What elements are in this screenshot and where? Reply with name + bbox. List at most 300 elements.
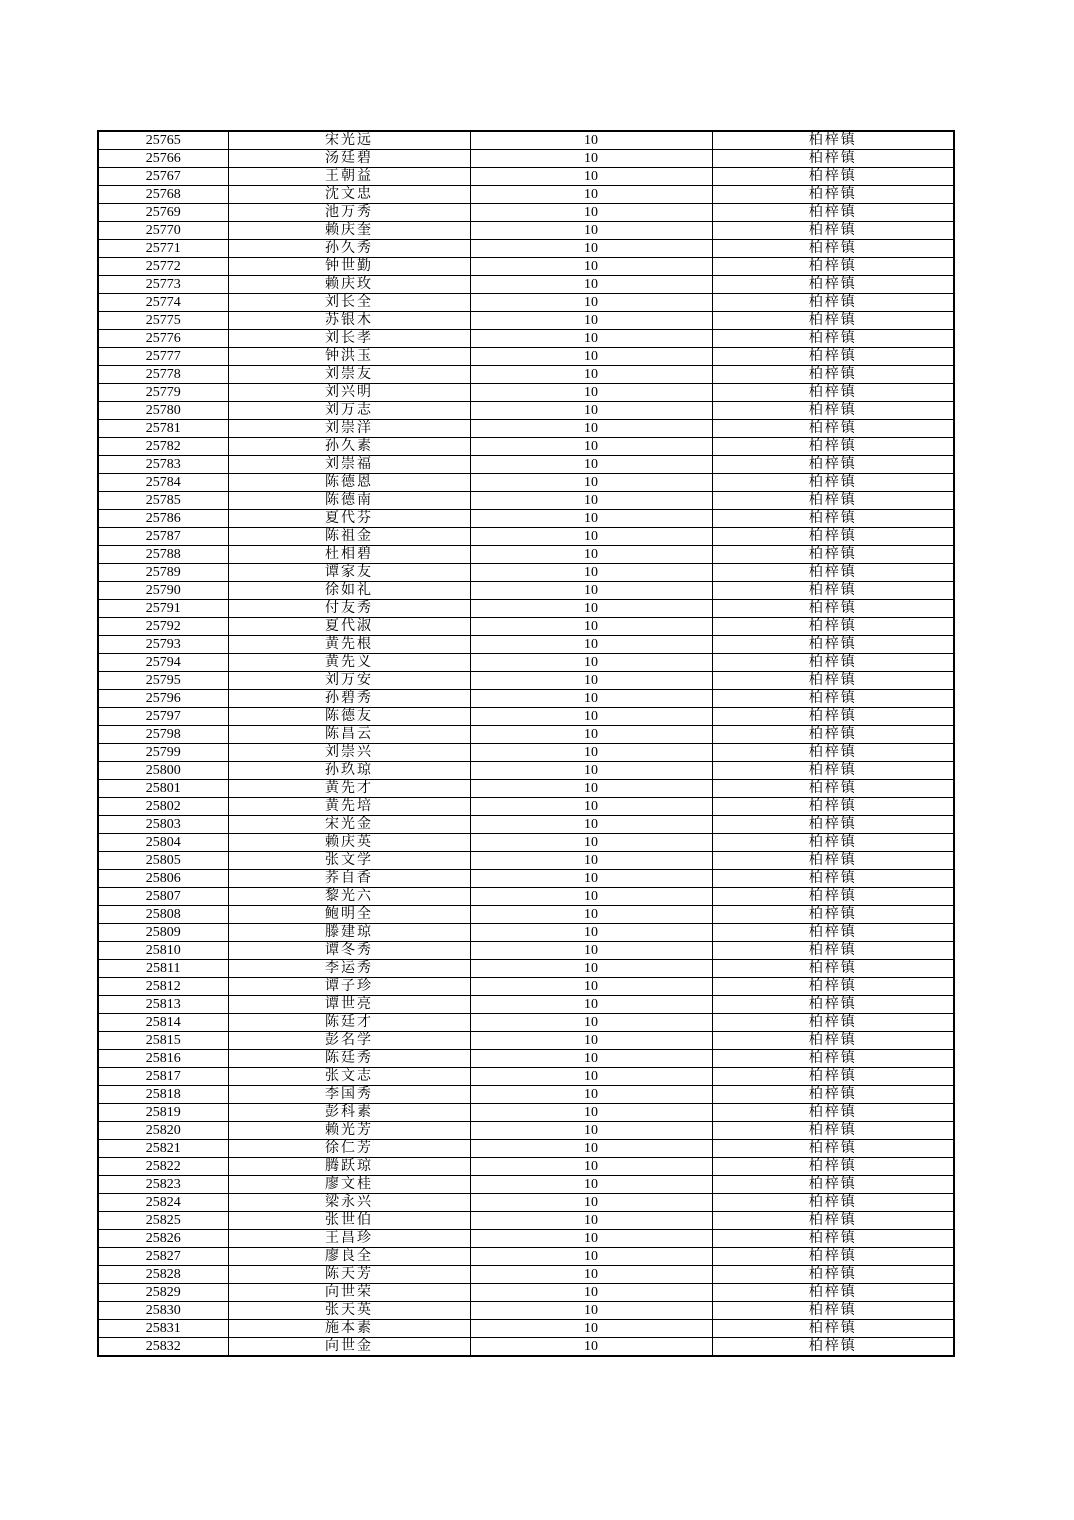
amount-cell: 10 bbox=[470, 276, 712, 294]
amount-cell: 10 bbox=[470, 1122, 712, 1140]
record-number-cell: 25789 bbox=[98, 564, 228, 582]
amount-cell: 10 bbox=[470, 510, 712, 528]
record-number-cell: 25811 bbox=[98, 960, 228, 978]
town-cell: 柏梓镇 bbox=[712, 258, 954, 276]
amount-cell: 10 bbox=[470, 1320, 712, 1338]
amount-cell: 10 bbox=[470, 1104, 712, 1122]
town-cell: 柏梓镇 bbox=[712, 1140, 954, 1158]
town-cell: 柏梓镇 bbox=[712, 1104, 954, 1122]
table-row bbox=[98, 1104, 954, 1122]
amount-cell: 10 bbox=[470, 294, 712, 312]
amount-cell: 10 bbox=[470, 744, 712, 762]
amount-cell: 10 bbox=[470, 582, 712, 600]
amount-cell: 10 bbox=[470, 1248, 712, 1266]
amount-cell: 10 bbox=[470, 870, 712, 888]
record-number-cell: 25807 bbox=[98, 888, 228, 906]
table-row bbox=[98, 600, 954, 618]
table-row bbox=[98, 1194, 954, 1212]
table-row bbox=[98, 528, 954, 546]
table-row bbox=[98, 870, 954, 888]
person-name-cell: 彭名学 bbox=[228, 1032, 470, 1050]
person-name-cell: 王昌珍 bbox=[228, 1230, 470, 1248]
town-cell: 柏梓镇 bbox=[712, 131, 954, 150]
table-row bbox=[98, 204, 954, 222]
record-number-cell: 25793 bbox=[98, 636, 228, 654]
record-number-cell: 25800 bbox=[98, 762, 228, 780]
person-name-cell: 刘崇洋 bbox=[228, 420, 470, 438]
table-row bbox=[98, 492, 954, 510]
table-row bbox=[98, 672, 954, 690]
amount-cell: 10 bbox=[470, 131, 712, 150]
table-row bbox=[98, 726, 954, 744]
amount-cell: 10 bbox=[470, 672, 712, 690]
record-number-cell: 25792 bbox=[98, 618, 228, 636]
table-row bbox=[98, 348, 954, 366]
record-number-cell: 25772 bbox=[98, 258, 228, 276]
table-row bbox=[98, 924, 954, 942]
record-number-cell: 25816 bbox=[98, 1050, 228, 1068]
record-number-cell: 25798 bbox=[98, 726, 228, 744]
town-cell: 柏梓镇 bbox=[712, 186, 954, 204]
amount-cell: 10 bbox=[470, 474, 712, 492]
record-number-cell: 25815 bbox=[98, 1032, 228, 1050]
person-name-cell: 徐如礼 bbox=[228, 582, 470, 600]
record-number-cell: 25802 bbox=[98, 798, 228, 816]
town-cell: 柏梓镇 bbox=[712, 1014, 954, 1032]
record-number-cell: 25782 bbox=[98, 438, 228, 456]
amount-cell: 10 bbox=[470, 564, 712, 582]
person-name-cell: 宋光金 bbox=[228, 816, 470, 834]
person-name-cell: 夏代芬 bbox=[228, 510, 470, 528]
town-cell: 柏梓镇 bbox=[712, 762, 954, 780]
person-name-cell: 张世伯 bbox=[228, 1212, 470, 1230]
person-name-cell: 孙久秀 bbox=[228, 240, 470, 258]
person-name-cell: 钟洪玉 bbox=[228, 348, 470, 366]
record-number-cell: 25781 bbox=[98, 420, 228, 438]
record-number-cell: 25830 bbox=[98, 1302, 228, 1320]
town-cell: 柏梓镇 bbox=[712, 924, 954, 942]
person-name-cell: 谭家友 bbox=[228, 564, 470, 582]
record-number-cell: 25813 bbox=[98, 996, 228, 1014]
person-name-cell: 孙碧秀 bbox=[228, 690, 470, 708]
amount-cell: 10 bbox=[470, 330, 712, 348]
table-row bbox=[98, 1122, 954, 1140]
town-cell: 柏梓镇 bbox=[712, 1212, 954, 1230]
table-row bbox=[98, 816, 954, 834]
town-cell: 柏梓镇 bbox=[712, 348, 954, 366]
amount-cell: 10 bbox=[470, 1086, 712, 1104]
person-name-cell: 张天英 bbox=[228, 1302, 470, 1320]
record-number-cell: 25831 bbox=[98, 1320, 228, 1338]
amount-cell: 10 bbox=[470, 654, 712, 672]
record-number-cell: 25806 bbox=[98, 870, 228, 888]
record-number-cell: 25803 bbox=[98, 816, 228, 834]
record-number-cell: 25818 bbox=[98, 1086, 228, 1104]
record-number-cell: 25771 bbox=[98, 240, 228, 258]
amount-cell: 10 bbox=[470, 258, 712, 276]
record-number-cell: 25765 bbox=[98, 131, 228, 150]
person-name-cell: 李国秀 bbox=[228, 1086, 470, 1104]
amount-cell: 10 bbox=[470, 312, 712, 330]
table-row bbox=[98, 1248, 954, 1266]
amount-cell: 10 bbox=[470, 600, 712, 618]
table-row bbox=[98, 456, 954, 474]
person-name-cell: 黄先培 bbox=[228, 798, 470, 816]
table-row bbox=[98, 186, 954, 204]
town-cell: 柏梓镇 bbox=[712, 204, 954, 222]
table-row bbox=[98, 564, 954, 582]
record-number-cell: 25821 bbox=[98, 1140, 228, 1158]
person-name-cell: 鲍明全 bbox=[228, 906, 470, 924]
town-cell: 柏梓镇 bbox=[712, 312, 954, 330]
amount-cell: 10 bbox=[470, 816, 712, 834]
amount-cell: 10 bbox=[470, 456, 712, 474]
amount-cell: 10 bbox=[470, 1014, 712, 1032]
record-number-cell: 25795 bbox=[98, 672, 228, 690]
amount-cell: 10 bbox=[470, 924, 712, 942]
table-row bbox=[98, 636, 954, 654]
table-row bbox=[98, 1212, 954, 1230]
town-cell: 柏梓镇 bbox=[712, 834, 954, 852]
amount-cell: 10 bbox=[470, 618, 712, 636]
amount-cell: 10 bbox=[470, 1266, 712, 1284]
amount-cell: 10 bbox=[470, 906, 712, 924]
amount-cell: 10 bbox=[470, 888, 712, 906]
table-row bbox=[98, 978, 954, 996]
person-name-cell: 向世金 bbox=[228, 1338, 470, 1357]
person-name-cell: 赖庆玫 bbox=[228, 276, 470, 294]
amount-cell: 10 bbox=[470, 240, 712, 258]
table-row bbox=[98, 366, 954, 384]
record-number-cell: 25791 bbox=[98, 600, 228, 618]
amount-cell: 10 bbox=[470, 384, 712, 402]
amount-cell: 10 bbox=[470, 1050, 712, 1068]
town-cell: 柏梓镇 bbox=[712, 1176, 954, 1194]
amount-cell: 10 bbox=[470, 1032, 712, 1050]
town-cell: 柏梓镇 bbox=[712, 492, 954, 510]
person-name-cell: 孙久素 bbox=[228, 438, 470, 456]
amount-cell: 10 bbox=[470, 1194, 712, 1212]
record-number-cell: 25808 bbox=[98, 906, 228, 924]
amount-cell: 10 bbox=[470, 798, 712, 816]
table-row bbox=[98, 294, 954, 312]
person-name-cell: 刘崇友 bbox=[228, 366, 470, 384]
person-name-cell: 陈廷秀 bbox=[228, 1050, 470, 1068]
town-cell: 柏梓镇 bbox=[712, 384, 954, 402]
data-table bbox=[97, 130, 955, 1357]
table-row bbox=[98, 1302, 954, 1320]
town-cell: 柏梓镇 bbox=[712, 402, 954, 420]
table-row bbox=[98, 906, 954, 924]
record-number-cell: 25829 bbox=[98, 1284, 228, 1302]
table-row bbox=[98, 330, 954, 348]
person-name-cell: 彭科素 bbox=[228, 1104, 470, 1122]
record-number-cell: 25796 bbox=[98, 690, 228, 708]
record-number-cell: 25797 bbox=[98, 708, 228, 726]
record-number-cell: 25810 bbox=[98, 942, 228, 960]
town-cell: 柏梓镇 bbox=[712, 546, 954, 564]
record-number-cell: 25799 bbox=[98, 744, 228, 762]
record-number-cell: 25785 bbox=[98, 492, 228, 510]
person-name-cell: 滕建琼 bbox=[228, 924, 470, 942]
town-cell: 柏梓镇 bbox=[712, 582, 954, 600]
amount-cell: 10 bbox=[470, 1176, 712, 1194]
amount-cell: 10 bbox=[470, 438, 712, 456]
person-name-cell: 黄先根 bbox=[228, 636, 470, 654]
person-name-cell: 廖良全 bbox=[228, 1248, 470, 1266]
person-name-cell: 汤廷碧 bbox=[228, 150, 470, 168]
town-cell: 柏梓镇 bbox=[712, 456, 954, 474]
table-row bbox=[98, 834, 954, 852]
amount-cell: 10 bbox=[470, 690, 712, 708]
town-cell: 柏梓镇 bbox=[712, 960, 954, 978]
record-number-cell: 25804 bbox=[98, 834, 228, 852]
town-cell: 柏梓镇 bbox=[712, 150, 954, 168]
amount-cell: 10 bbox=[470, 186, 712, 204]
table-row bbox=[98, 744, 954, 762]
table-row bbox=[98, 708, 954, 726]
town-cell: 柏梓镇 bbox=[712, 1320, 954, 1338]
record-number-cell: 25784 bbox=[98, 474, 228, 492]
amount-cell: 10 bbox=[470, 636, 712, 654]
town-cell: 柏梓镇 bbox=[712, 726, 954, 744]
amount-cell: 10 bbox=[470, 1068, 712, 1086]
amount-cell: 10 bbox=[470, 1338, 712, 1357]
table-row bbox=[98, 510, 954, 528]
record-number-cell: 25819 bbox=[98, 1104, 228, 1122]
person-name-cell: 付友秀 bbox=[228, 600, 470, 618]
person-name-cell: 陈廷才 bbox=[228, 1014, 470, 1032]
town-cell: 柏梓镇 bbox=[712, 672, 954, 690]
table-row bbox=[98, 1176, 954, 1194]
record-number-cell: 25832 bbox=[98, 1338, 228, 1357]
table-row bbox=[98, 888, 954, 906]
town-cell: 柏梓镇 bbox=[712, 1230, 954, 1248]
table-row bbox=[98, 1266, 954, 1284]
person-name-cell: 宋光远 bbox=[228, 131, 470, 150]
town-cell: 柏梓镇 bbox=[712, 564, 954, 582]
town-cell: 柏梓镇 bbox=[712, 1284, 954, 1302]
table-row bbox=[98, 312, 954, 330]
table-row bbox=[98, 438, 954, 456]
town-cell: 柏梓镇 bbox=[712, 744, 954, 762]
table-row bbox=[98, 402, 954, 420]
record-number-cell: 25779 bbox=[98, 384, 228, 402]
record-number-cell: 25820 bbox=[98, 1122, 228, 1140]
town-cell: 柏梓镇 bbox=[712, 690, 954, 708]
person-name-cell: 陈德友 bbox=[228, 708, 470, 726]
record-number-cell: 25776 bbox=[98, 330, 228, 348]
person-name-cell: 陈天芳 bbox=[228, 1266, 470, 1284]
town-cell: 柏梓镇 bbox=[712, 420, 954, 438]
record-number-cell: 25766 bbox=[98, 150, 228, 168]
town-cell: 柏梓镇 bbox=[712, 366, 954, 384]
table-row bbox=[98, 420, 954, 438]
amount-cell: 10 bbox=[470, 834, 712, 852]
table-row bbox=[98, 222, 954, 240]
table-row bbox=[98, 1014, 954, 1032]
town-cell: 柏梓镇 bbox=[712, 474, 954, 492]
person-name-cell: 谭世亮 bbox=[228, 996, 470, 1014]
record-number-cell: 25768 bbox=[98, 186, 228, 204]
person-name-cell: 池万秀 bbox=[228, 204, 470, 222]
table-row bbox=[98, 1320, 954, 1338]
town-cell: 柏梓镇 bbox=[712, 1158, 954, 1176]
amount-cell: 10 bbox=[470, 996, 712, 1014]
table-row bbox=[98, 1230, 954, 1248]
town-cell: 柏梓镇 bbox=[712, 1266, 954, 1284]
town-cell: 柏梓镇 bbox=[712, 1050, 954, 1068]
person-name-cell: 夏代淑 bbox=[228, 618, 470, 636]
town-cell: 柏梓镇 bbox=[712, 168, 954, 186]
record-number-cell: 25773 bbox=[98, 276, 228, 294]
table-row bbox=[98, 131, 954, 150]
amount-cell: 10 bbox=[470, 780, 712, 798]
table-row bbox=[98, 276, 954, 294]
table-row bbox=[98, 474, 954, 492]
person-name-cell: 杜相碧 bbox=[228, 546, 470, 564]
town-cell: 柏梓镇 bbox=[712, 888, 954, 906]
record-number-cell: 25828 bbox=[98, 1266, 228, 1284]
record-number-cell: 25787 bbox=[98, 528, 228, 546]
table-row bbox=[98, 1032, 954, 1050]
person-name-cell: 赖光芳 bbox=[228, 1122, 470, 1140]
record-number-cell: 25790 bbox=[98, 582, 228, 600]
person-name-cell: 张文志 bbox=[228, 1068, 470, 1086]
amount-cell: 10 bbox=[470, 204, 712, 222]
person-name-cell: 刘兴明 bbox=[228, 384, 470, 402]
person-name-cell: 张文学 bbox=[228, 852, 470, 870]
record-number-cell: 25823 bbox=[98, 1176, 228, 1194]
table-row bbox=[98, 780, 954, 798]
person-name-cell: 廖文桂 bbox=[228, 1176, 470, 1194]
person-name-cell: 刘崇兴 bbox=[228, 744, 470, 762]
table-body bbox=[98, 131, 954, 1356]
amount-cell: 10 bbox=[470, 348, 712, 366]
table-row bbox=[98, 1050, 954, 1068]
town-cell: 柏梓镇 bbox=[712, 996, 954, 1014]
person-name-cell: 黄先才 bbox=[228, 780, 470, 798]
town-cell: 柏梓镇 bbox=[712, 708, 954, 726]
record-number-cell: 25774 bbox=[98, 294, 228, 312]
amount-cell: 10 bbox=[470, 852, 712, 870]
town-cell: 柏梓镇 bbox=[712, 276, 954, 294]
town-cell: 柏梓镇 bbox=[712, 798, 954, 816]
record-number-cell: 25780 bbox=[98, 402, 228, 420]
table-row bbox=[98, 762, 954, 780]
town-cell: 柏梓镇 bbox=[712, 636, 954, 654]
table-row bbox=[98, 960, 954, 978]
town-cell: 柏梓镇 bbox=[712, 852, 954, 870]
person-name-cell: 钟世勤 bbox=[228, 258, 470, 276]
person-name-cell: 刘长孝 bbox=[228, 330, 470, 348]
person-name-cell: 陈祖金 bbox=[228, 528, 470, 546]
person-name-cell: 黄先义 bbox=[228, 654, 470, 672]
record-number-cell: 25805 bbox=[98, 852, 228, 870]
town-cell: 柏梓镇 bbox=[712, 240, 954, 258]
record-number-cell: 25814 bbox=[98, 1014, 228, 1032]
table-row bbox=[98, 258, 954, 276]
person-name-cell: 向世荣 bbox=[228, 1284, 470, 1302]
amount-cell: 10 bbox=[470, 726, 712, 744]
town-cell: 柏梓镇 bbox=[712, 222, 954, 240]
town-cell: 柏梓镇 bbox=[712, 1194, 954, 1212]
town-cell: 柏梓镇 bbox=[712, 438, 954, 456]
person-name-cell: 赖庆奎 bbox=[228, 222, 470, 240]
amount-cell: 10 bbox=[470, 420, 712, 438]
person-name-cell: 徐仁芳 bbox=[228, 1140, 470, 1158]
amount-cell: 10 bbox=[470, 366, 712, 384]
table-row bbox=[98, 1140, 954, 1158]
amount-cell: 10 bbox=[470, 402, 712, 420]
amount-cell: 10 bbox=[470, 960, 712, 978]
table-row bbox=[98, 996, 954, 1014]
town-cell: 柏梓镇 bbox=[712, 618, 954, 636]
town-cell: 柏梓镇 bbox=[712, 780, 954, 798]
table-row bbox=[98, 1284, 954, 1302]
record-number-cell: 25822 bbox=[98, 1158, 228, 1176]
town-cell: 柏梓镇 bbox=[712, 330, 954, 348]
person-name-cell: 苏银木 bbox=[228, 312, 470, 330]
person-name-cell: 李运秀 bbox=[228, 960, 470, 978]
record-number-cell: 25817 bbox=[98, 1068, 228, 1086]
town-cell: 柏梓镇 bbox=[712, 294, 954, 312]
amount-cell: 10 bbox=[470, 978, 712, 996]
town-cell: 柏梓镇 bbox=[712, 510, 954, 528]
table-row bbox=[98, 150, 954, 168]
record-number-cell: 25777 bbox=[98, 348, 228, 366]
amount-cell: 10 bbox=[470, 1212, 712, 1230]
record-number-cell: 25809 bbox=[98, 924, 228, 942]
person-name-cell: 谭冬秀 bbox=[228, 942, 470, 960]
amount-cell: 10 bbox=[470, 762, 712, 780]
town-cell: 柏梓镇 bbox=[712, 1086, 954, 1104]
amount-cell: 10 bbox=[470, 942, 712, 960]
table-row bbox=[98, 168, 954, 186]
person-name-cell: 荞自香 bbox=[228, 870, 470, 888]
record-number-cell: 25825 bbox=[98, 1212, 228, 1230]
record-number-cell: 25827 bbox=[98, 1248, 228, 1266]
amount-cell: 10 bbox=[470, 708, 712, 726]
town-cell: 柏梓镇 bbox=[712, 1032, 954, 1050]
record-number-cell: 25770 bbox=[98, 222, 228, 240]
town-cell: 柏梓镇 bbox=[712, 870, 954, 888]
amount-cell: 10 bbox=[470, 1284, 712, 1302]
town-cell: 柏梓镇 bbox=[712, 654, 954, 672]
record-number-cell: 25794 bbox=[98, 654, 228, 672]
amount-cell: 10 bbox=[470, 546, 712, 564]
amount-cell: 10 bbox=[470, 222, 712, 240]
amount-cell: 10 bbox=[470, 1302, 712, 1320]
person-name-cell: 施本素 bbox=[228, 1320, 470, 1338]
town-cell: 柏梓镇 bbox=[712, 1068, 954, 1086]
record-number-cell: 25786 bbox=[98, 510, 228, 528]
person-name-cell: 梁永兴 bbox=[228, 1194, 470, 1212]
record-number-cell: 25801 bbox=[98, 780, 228, 798]
town-cell: 柏梓镇 bbox=[712, 1122, 954, 1140]
table-row bbox=[98, 618, 954, 636]
person-name-cell: 谭子珍 bbox=[228, 978, 470, 996]
town-cell: 柏梓镇 bbox=[712, 906, 954, 924]
record-number-cell: 25788 bbox=[98, 546, 228, 564]
town-cell: 柏梓镇 bbox=[712, 1302, 954, 1320]
table-row bbox=[98, 852, 954, 870]
table-row bbox=[98, 384, 954, 402]
town-cell: 柏梓镇 bbox=[712, 1248, 954, 1266]
record-number-cell: 25769 bbox=[98, 204, 228, 222]
table-row bbox=[98, 690, 954, 708]
town-cell: 柏梓镇 bbox=[712, 978, 954, 996]
